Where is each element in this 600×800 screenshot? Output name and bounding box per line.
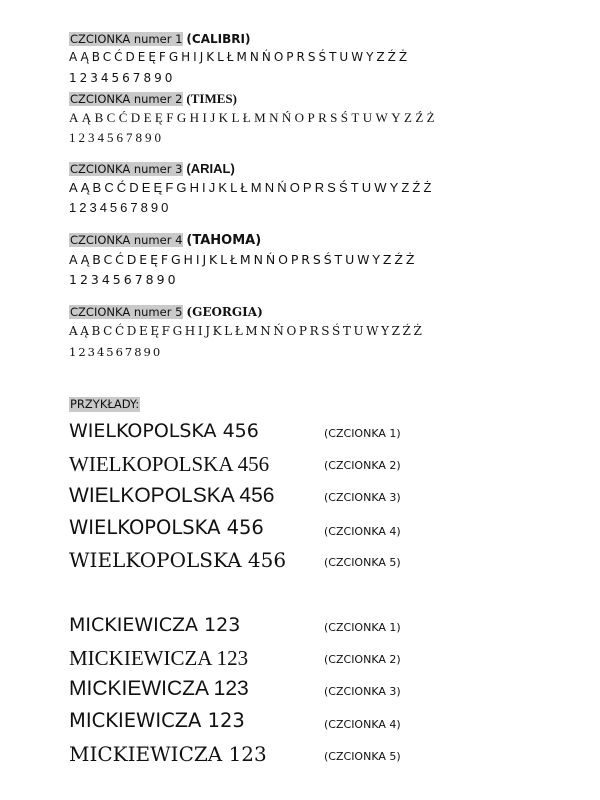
example-tag: (CZCIONKA 3) — [324, 685, 401, 698]
font-letters-5: AĄBCĆDEĘFGHIJKLŁMNŃOPRSŚTUWYZŹŻ — [69, 324, 425, 338]
example-tag: (CZCIONKA 2) — [324, 653, 401, 666]
font-name: (TIMES) — [186, 91, 237, 106]
font-heading-4 — [69, 232, 261, 248]
font-name: (ARIAL) — [186, 161, 235, 176]
font-heading-1 — [69, 31, 250, 47]
example-tag: (CZCIONKA 5) — [324, 750, 401, 763]
font-digits-5: 1234567890 — [69, 345, 163, 359]
font-letters-1: AĄBCĆDEĘFGHIJKLŁMNŃOPRSŚTUWYZŹŻ — [69, 50, 411, 64]
font-letters-2: AĄBCĆDEĘFGHIJKLŁMNŃOPRSŚTUWYZŹŻ — [69, 110, 439, 125]
font-letters-3: AĄBCĆDEĘFGHIJKLŁMNŃOPRSŚTUWYZŹŻ — [69, 180, 435, 195]
font-digits-4: 1234567890 — [69, 272, 179, 287]
examples-label: PRZYKŁADY: — [70, 397, 140, 411]
example-tag: (CZCIONKA 3) — [324, 491, 401, 504]
font-label: CZCIONKA numer 2 — [70, 92, 183, 106]
example-text: WIELKOPOLSKA 456 — [69, 484, 275, 507]
font-name: (CALIBRI) — [186, 32, 251, 46]
example-tag: (CZCIONKA 1) — [324, 621, 401, 634]
example-text: MICKIEWICZA 123 — [69, 677, 249, 700]
example-tag: (CZCIONKA 1) — [324, 427, 401, 440]
example-text: WIELKOPOLSKA 456 — [69, 516, 264, 539]
font-label: CZCIONKA numer 3 — [70, 162, 183, 176]
font-digits-2: 1234567890 — [69, 130, 164, 145]
font-heading-3 — [69, 161, 235, 177]
example-text: WIELKOPOLSKA 456 — [69, 420, 259, 442]
example-text: MICKIEWICZA 123 — [69, 646, 249, 670]
example-text: MICKIEWICZA 123 — [69, 709, 245, 732]
example-tag: (CZCIONKA 5) — [324, 556, 401, 569]
example-tag: (CZCIONKA 4) — [324, 718, 401, 731]
font-digits-3: 1234567890 — [69, 200, 172, 215]
font-digits-1: 1234567890 — [69, 71, 176, 85]
font-heading-5 — [69, 304, 263, 320]
example-tag: (CZCIONKA 4) — [324, 525, 401, 538]
example-text: WIELKOPOLSKA 456 — [69, 548, 287, 572]
font-heading-2 — [69, 91, 237, 107]
example-text: MICKIEWICZA 123 — [69, 742, 267, 766]
font-label: CZCIONKA numer 1 — [70, 32, 183, 46]
example-text: MICKIEWICZA 123 — [69, 614, 241, 636]
example-text: WIELKOPOLSKA 456 — [69, 452, 270, 476]
font-name: (TAHOMA) — [186, 233, 262, 248]
font-letters-4: AĄBCĆDEĘFGHIJKLŁMNŃOPRSŚTUWYZŹŻ — [69, 252, 418, 267]
font-label: CZCIONKA numer 5 — [70, 305, 183, 319]
font-label: CZCIONKA numer 4 — [70, 233, 183, 247]
font-name: (GEORGIA) — [186, 305, 263, 319]
example-tag: (CZCIONKA 2) — [324, 459, 401, 472]
